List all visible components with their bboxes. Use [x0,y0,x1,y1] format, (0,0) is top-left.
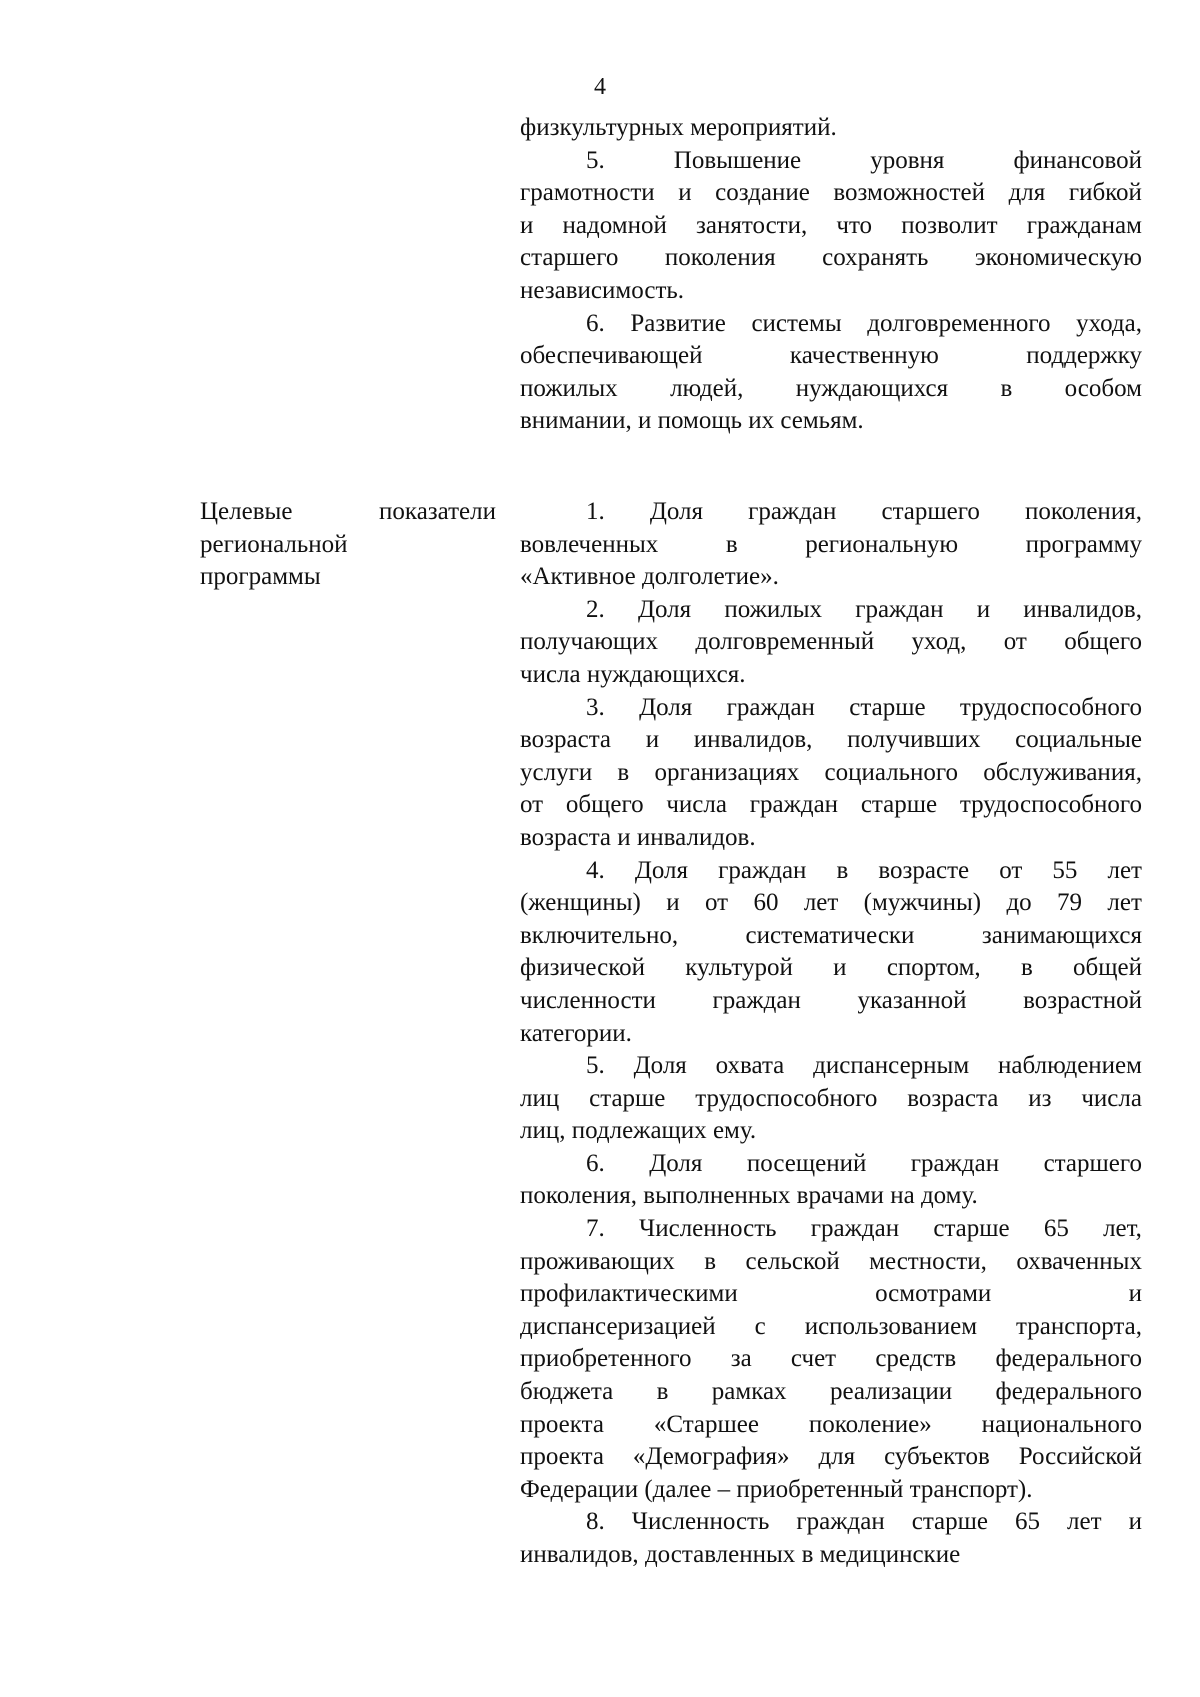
word: независимость. [520,276,685,304]
word: граждан [810,1215,900,1243]
word: региональной [200,530,348,558]
word: Доля [639,693,693,721]
section-label-line [200,496,496,529]
word: транспорта, [1016,1312,1142,1340]
word: подлежащих [571,1117,713,1145]
word: старшего [520,244,619,272]
word: реализации [829,1378,953,1406]
word: от [999,856,1023,884]
indicator-line [520,1539,1142,1572]
word: гражданам [1026,211,1142,239]
indicator-line [520,1506,1142,1539]
word: лет [803,889,839,917]
tasks-continuation [520,112,1142,438]
word: грамотности [520,179,655,207]
indicator-line [520,496,1142,529]
word: охваченных [1016,1247,1142,1275]
indicator-line [520,1018,1142,1051]
word: проекта [520,1410,604,1438]
word: социальные [1015,726,1142,754]
word: занятости, [696,211,808,239]
word: рамках [711,1378,787,1406]
word: и [1128,1280,1142,1308]
section-label-line [200,561,496,594]
word: трудоспособного [959,791,1142,819]
tasks-line [520,210,1142,243]
word: старше [911,1508,989,1536]
indicator-line [520,1148,1142,1181]
word: поколения [664,244,776,272]
word: федерального [995,1345,1142,1373]
word: инвалидов. [636,823,756,851]
word: национального [981,1410,1142,1438]
word: возможностей [833,179,986,207]
word: старше [849,693,926,721]
word: уход, [911,628,967,656]
word: из [1028,1084,1052,1112]
word: общего [1064,628,1142,656]
word: диспансерным [813,1052,970,1080]
indicator-line [520,626,1142,659]
indicator-line [520,1441,1142,1474]
indicator-line [520,1311,1142,1344]
word: старше [860,791,938,819]
word: долговременного [867,309,1051,337]
word: спортом, [886,954,981,982]
word: социального [824,758,959,786]
tasks-line [520,112,1142,145]
target-indicators-list [520,496,1142,1572]
word: их [748,407,781,435]
word: программу [1025,530,1142,558]
word: возраста [520,726,612,754]
word: поколение» [808,1410,932,1438]
word: и [637,407,658,435]
word: общего [565,791,644,819]
word: создание [715,179,810,207]
word: счет [790,1345,837,1373]
tasks-line [520,308,1142,341]
word: 7. [586,1215,605,1243]
word: (далее [644,1475,718,1503]
word: лет [1107,889,1142,917]
word: мероприятий. [690,114,837,141]
page-number: 4 [594,74,606,100]
word: внимании, [520,407,638,435]
word: пожилых [724,595,823,623]
word: в [1000,374,1013,402]
word: обеспечивающей [520,342,703,370]
word: долголетие». [642,563,779,591]
word: от [704,889,729,917]
word: (женщины) [520,889,641,917]
word: категории. [520,1019,632,1047]
indicator-line [520,1083,1142,1116]
word: финансовой [1013,146,1142,174]
word: систематически [745,921,915,949]
word: особом [1064,374,1142,402]
indicator-line [520,1115,1142,1148]
word: 79 [1057,889,1083,917]
tasks-line [520,340,1142,373]
word: и [833,954,847,982]
word: осмотрами [875,1280,992,1308]
word: ему. [712,1117,757,1145]
word: лет [1067,1508,1102,1536]
word: инвалидов, [693,726,813,754]
indicator-line [520,692,1142,725]
word: пожилых [520,374,618,402]
indicator-line [520,659,1142,692]
word: на [890,1182,921,1210]
word: включительно, [520,921,679,949]
indicator-line [520,1246,1142,1279]
word: качественную [789,342,939,370]
section-label-line [200,529,496,562]
word: культурой [685,954,793,982]
word: 5. [586,1052,605,1080]
word: дому. [920,1182,978,1210]
word: с [754,1312,766,1340]
word: «Демография» [632,1443,790,1471]
word: для [1008,179,1046,207]
word: долговременный [695,628,875,656]
word: от [520,791,544,819]
word: Российской [1018,1443,1142,1471]
word: наблюдением [998,1052,1142,1080]
indicator-line [520,1180,1142,1213]
word: местности, [869,1247,987,1275]
tasks-line [520,145,1142,178]
word: занимающихся [981,921,1142,949]
word: «Активное [520,563,643,591]
word: транспорт). [909,1475,1033,1503]
word: Численность [631,1508,770,1536]
word: возраста [907,1084,999,1112]
word: выполненных [643,1182,797,1210]
word: граждан [748,498,837,525]
word: в [704,1247,717,1275]
word: граждан [910,1149,1000,1177]
indicator-line [520,561,1142,594]
word: гибкой [1068,179,1142,207]
word: и [1128,1508,1142,1536]
indicator-line [520,985,1142,1018]
indicator-line [520,757,1142,790]
indicator-line [520,789,1142,822]
word: инвалидов, [1023,595,1142,623]
word: системы [751,309,842,337]
word: и [666,889,680,917]
word: проекта [520,1443,604,1471]
word: Доля [637,595,692,623]
indicator-line [520,887,1142,920]
word: указанной [857,986,967,1014]
word: Доля [633,1052,687,1080]
word: от [1003,628,1027,656]
word: поддержку [1026,342,1142,370]
word: Доля [634,856,689,884]
word: субъектов [884,1443,990,1471]
word: (мужчины) [863,889,982,917]
word: 60 [753,889,779,917]
word: возраста [520,823,618,851]
word: использованием [804,1312,978,1340]
word: числа [520,660,587,688]
word: возрасте [878,856,970,884]
word: лет, [1103,1215,1142,1243]
word: Доля [649,498,704,525]
word: в [836,856,849,884]
word: граждан [796,1508,885,1536]
word: организациях [654,758,800,786]
word: 8. [586,1508,605,1536]
indicator-line [520,1376,1142,1409]
word: получивших [847,726,981,754]
word: проживающих [520,1247,675,1275]
word: нуждающихся [795,374,949,402]
word: физической [520,954,645,982]
word: экономическую [974,244,1142,272]
word: старше [589,1084,666,1112]
word: и [645,726,660,754]
word: услуги [520,758,593,786]
word: Численность [638,1215,777,1243]
word: бюджета [520,1378,614,1406]
indicator-line [520,1409,1142,1442]
section-label-target-indicators [200,496,496,594]
word: граждан [855,595,944,623]
indicator-line [520,1278,1142,1311]
word: граждан [712,986,801,1014]
word: программы [200,563,321,591]
word: в [725,530,738,558]
indicator-line [520,529,1142,562]
word: охвата [715,1052,785,1080]
word: людей, [670,374,744,402]
word: Целевые [200,498,293,525]
word: 6. [586,1149,605,1177]
word: старше [933,1215,1010,1243]
word: в [801,1541,820,1568]
word: Доля [649,1149,703,1177]
word: доставленных [644,1541,802,1568]
word: лет [1107,856,1142,884]
word: 3. [586,693,605,721]
tasks-line [520,242,1142,275]
word: и [617,823,637,851]
word: 55 [1052,856,1078,884]
tasks-line [520,177,1142,210]
word: 4. [586,856,605,884]
word: и [520,211,534,239]
indicator-line [520,855,1142,888]
word: лиц, [520,1117,572,1145]
word: 6. [586,309,605,337]
indicator-line [520,920,1142,953]
word: 1. [586,498,605,525]
tasks-line [520,373,1142,406]
word: сельской [745,1247,840,1275]
word: трудоспособного [695,1084,878,1112]
indicator-line [520,1343,1142,1376]
word: трудоспособного [959,693,1142,721]
word: в [1020,954,1033,982]
word: ухода, [1076,309,1142,337]
word: поколения, [1024,498,1142,525]
word: медицинские [819,1541,961,1568]
word: за [730,1345,752,1373]
word: посещений [746,1149,867,1177]
word: уровня [870,146,945,174]
word: – [717,1475,737,1503]
word: средств [875,1345,957,1373]
word: профилактическими [520,1280,738,1308]
indicator-line [520,952,1142,985]
word: 2. [586,595,605,623]
indicator-line [520,594,1142,627]
word: обслуживания, [983,758,1142,786]
word: инвалидов, [520,1541,645,1568]
word: граждан [749,791,839,819]
word: граждан [726,693,815,721]
word: числа [666,791,727,819]
word: старшего [1043,1149,1142,1177]
indicator-line [520,724,1142,757]
word: физкультурных [520,114,691,141]
word: Развитие [630,309,726,337]
word: семьям. [780,407,864,435]
indicator-line [520,1474,1142,1507]
word: сохранять [822,244,929,272]
word: позволит [901,211,998,239]
word: лиц [520,1084,560,1112]
word: возрастной [1023,986,1142,1014]
word: общей [1073,954,1142,982]
word: Федерации [520,1475,645,1503]
word: нуждающихся. [586,660,746,688]
word: поколения, [520,1182,644,1210]
word: и [976,595,991,623]
word: граждан [718,856,807,884]
indicator-line [520,1213,1142,1246]
indicator-line [520,822,1142,855]
word: надомной [562,211,667,239]
word: диспансеризацией [520,1312,716,1340]
tasks-line [520,275,1142,308]
word: старшего [881,498,980,525]
word: для [818,1443,856,1471]
word: в [617,758,630,786]
word: федерального [995,1378,1142,1406]
word: 5. [586,146,605,174]
word: 65 [1015,1508,1041,1536]
word: числа [1081,1084,1142,1112]
word: вовлеченных [520,530,659,558]
word: получающих [520,628,659,656]
word: 65 [1043,1215,1069,1243]
tasks-line [520,405,1142,438]
word: региональную [805,530,959,558]
word: до [1006,889,1032,917]
word: Повышение [673,146,802,174]
word: показатели [379,498,496,525]
word: приобретенный [736,1475,910,1503]
word: врачами [796,1182,891,1210]
word: «Старшее [653,1410,759,1438]
word: помощь [657,407,749,435]
word: приобретенного [520,1345,692,1373]
word: что [836,211,873,239]
word: и [678,179,692,207]
word: численности [520,986,656,1014]
word: в [656,1378,669,1406]
indicator-line [520,1050,1142,1083]
